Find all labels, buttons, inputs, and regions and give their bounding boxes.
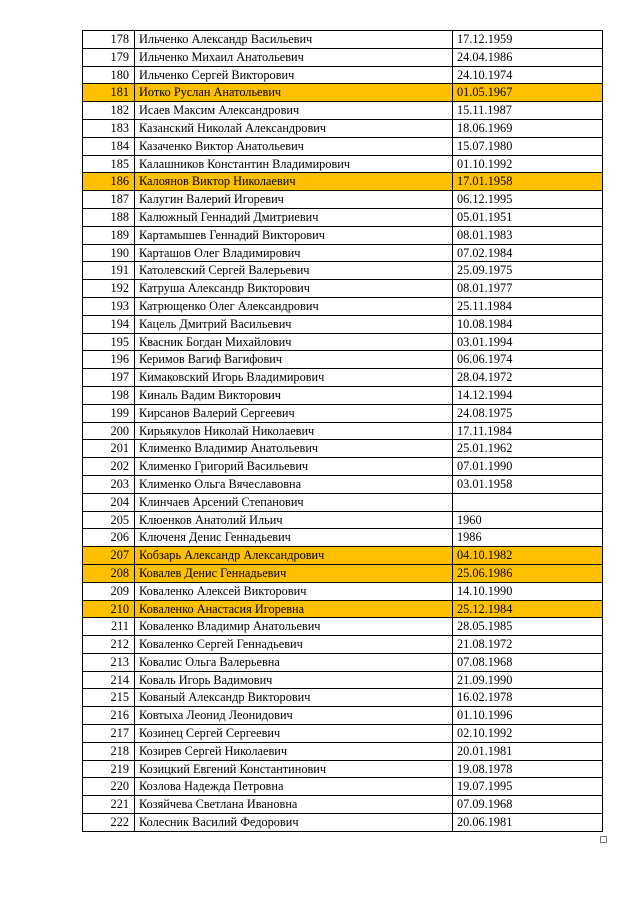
records-table xyxy=(82,30,603,832)
name-cell: Катрющенко Олег Александрович xyxy=(135,297,453,315)
date-cell: 04.10.1982 xyxy=(453,547,603,565)
table-row xyxy=(83,778,603,796)
table-row xyxy=(83,280,603,298)
name-cell: Клименко Ольга Вячеславовна xyxy=(135,475,453,493)
name-cell: Козирев Сергей Николаевич xyxy=(135,742,453,760)
table-row xyxy=(83,244,603,262)
name-cell: Клименко Владимир Анатольевич xyxy=(135,440,453,458)
name-cell: Кацель Дмитрий Васильевич xyxy=(135,315,453,333)
table-row xyxy=(83,564,603,582)
name-cell: Иотко Руслан Анатольевич xyxy=(135,84,453,102)
row-number-cell: 186 xyxy=(83,173,135,191)
name-cell: Козлова Надежда Петровна xyxy=(135,778,453,796)
date-cell: 24.10.1974 xyxy=(453,66,603,84)
row-number-cell: 195 xyxy=(83,333,135,351)
date-cell: 03.01.1958 xyxy=(453,475,603,493)
table-row xyxy=(83,653,603,671)
name-cell: Картамышев Геннадий Викторович xyxy=(135,226,453,244)
date-cell: 15.11.1987 xyxy=(453,102,603,120)
date-cell: 21.09.1990 xyxy=(453,671,603,689)
date-cell: 17.12.1959 xyxy=(453,31,603,49)
table-row xyxy=(83,707,603,725)
table-row xyxy=(83,262,603,280)
table-row xyxy=(83,547,603,565)
date-cell: 18.06.1969 xyxy=(453,119,603,137)
table-row xyxy=(83,493,603,511)
row-number-cell: 208 xyxy=(83,564,135,582)
table-row xyxy=(83,458,603,476)
date-cell: 08.01.1977 xyxy=(453,280,603,298)
date-cell: 28.04.1972 xyxy=(453,369,603,387)
date-cell: 03.01.1994 xyxy=(453,333,603,351)
name-cell: Колесник Василий Федорович xyxy=(135,814,453,832)
row-number-cell: 197 xyxy=(83,369,135,387)
name-cell: Коваленко Владимир Анатольевич xyxy=(135,618,453,636)
date-cell: 06.12.1995 xyxy=(453,191,603,209)
name-cell: Ключеня Денис Геннадьевич xyxy=(135,529,453,547)
table-row xyxy=(83,48,603,66)
name-cell: Ковтыха Леонид Леонидович xyxy=(135,707,453,725)
row-number-cell: 204 xyxy=(83,493,135,511)
name-cell: Калугин Валерий Игоревич xyxy=(135,191,453,209)
name-cell: Карташов Олег Владимирович xyxy=(135,244,453,262)
table-row xyxy=(83,511,603,529)
date-cell: 16.02.1978 xyxy=(453,689,603,707)
row-number-cell: 209 xyxy=(83,582,135,600)
name-cell: Казанский Николай Александрович xyxy=(135,119,453,137)
table-row xyxy=(83,742,603,760)
name-cell: Клинчаев Арсений Степанович xyxy=(135,493,453,511)
table-row xyxy=(83,226,603,244)
row-number-cell: 220 xyxy=(83,778,135,796)
table-row xyxy=(83,191,603,209)
table-row xyxy=(83,636,603,654)
row-number-cell: 201 xyxy=(83,440,135,458)
date-cell: 01.05.1967 xyxy=(453,84,603,102)
table-row xyxy=(83,600,603,618)
date-cell: 17.01.1958 xyxy=(453,173,603,191)
date-cell: 25.06.1986 xyxy=(453,564,603,582)
table-row xyxy=(83,725,603,743)
row-number-cell: 191 xyxy=(83,262,135,280)
row-number-cell: 206 xyxy=(83,529,135,547)
name-cell: Квасник Богдан Михайлович xyxy=(135,333,453,351)
table-row xyxy=(83,475,603,493)
name-cell: Калашников Константин Владимирович xyxy=(135,155,453,173)
name-cell: Исаев Максим Александрович xyxy=(135,102,453,120)
name-cell: Ильченко Михаил Анатольевич xyxy=(135,48,453,66)
table-row xyxy=(83,404,603,422)
table-row xyxy=(83,66,603,84)
name-cell: Коваленко Сергей Геннадьевич xyxy=(135,636,453,654)
name-cell: Керимов Вагиф Вагифович xyxy=(135,351,453,369)
row-number-cell: 196 xyxy=(83,351,135,369)
name-cell: Катруша Александр Викторович xyxy=(135,280,453,298)
date-cell: 17.11.1984 xyxy=(453,422,603,440)
row-number-cell: 193 xyxy=(83,297,135,315)
row-number-cell: 182 xyxy=(83,102,135,120)
name-cell: Калоянов Виктор Николаевич xyxy=(135,173,453,191)
row-number-cell: 190 xyxy=(83,244,135,262)
date-cell: 02.10.1992 xyxy=(453,725,603,743)
records-table-body xyxy=(83,31,603,832)
date-cell: 01.10.1992 xyxy=(453,155,603,173)
name-cell: Коваль Игорь Вадимович xyxy=(135,671,453,689)
row-number-cell: 198 xyxy=(83,386,135,404)
row-number-cell: 199 xyxy=(83,404,135,422)
date-cell: 07.09.1968 xyxy=(453,796,603,814)
name-cell: Ковалис Ольга Валерьевна xyxy=(135,653,453,671)
name-cell: Ильченко Александр Васильевич xyxy=(135,31,453,49)
date-cell: 14.12.1994 xyxy=(453,386,603,404)
name-cell: Козицкий Евгений Константинович xyxy=(135,760,453,778)
table-row xyxy=(83,31,603,49)
date-cell: 24.04.1986 xyxy=(453,48,603,66)
row-number-cell: 221 xyxy=(83,796,135,814)
date-cell: 19.07.1995 xyxy=(453,778,603,796)
row-number-cell: 189 xyxy=(83,226,135,244)
row-number-cell: 207 xyxy=(83,547,135,565)
date-cell: 24.08.1975 xyxy=(453,404,603,422)
table-row xyxy=(83,671,603,689)
date-cell: 20.06.1981 xyxy=(453,814,603,832)
date-cell xyxy=(453,493,603,511)
row-number-cell: 218 xyxy=(83,742,135,760)
table-row xyxy=(83,351,603,369)
date-cell: 25.01.1962 xyxy=(453,440,603,458)
date-cell: 25.11.1984 xyxy=(453,297,603,315)
date-cell: 21.08.1972 xyxy=(453,636,603,654)
row-number-cell: 219 xyxy=(83,760,135,778)
row-number-cell: 211 xyxy=(83,618,135,636)
row-number-cell: 202 xyxy=(83,458,135,476)
row-number-cell: 213 xyxy=(83,653,135,671)
name-cell: Козяйчева Светлана Ивановна xyxy=(135,796,453,814)
date-cell: 15.07.1980 xyxy=(453,137,603,155)
row-number-cell: 192 xyxy=(83,280,135,298)
date-cell: 01.10.1996 xyxy=(453,707,603,725)
date-cell: 06.06.1974 xyxy=(453,351,603,369)
name-cell: Киналь Вадим Викторович xyxy=(135,386,453,404)
table-row xyxy=(83,102,603,120)
name-cell: Ковалев Денис Геннадьевич xyxy=(135,564,453,582)
date-cell: 08.01.1983 xyxy=(453,226,603,244)
table-row xyxy=(83,440,603,458)
table-row xyxy=(83,315,603,333)
name-cell: Клименко Григорий Васильевич xyxy=(135,458,453,476)
table-row xyxy=(83,386,603,404)
row-number-cell: 185 xyxy=(83,155,135,173)
name-cell: Кованый Александр Викторович xyxy=(135,689,453,707)
table-row xyxy=(83,119,603,137)
table-row xyxy=(83,618,603,636)
row-number-cell: 181 xyxy=(83,84,135,102)
row-number-cell: 188 xyxy=(83,208,135,226)
table-row xyxy=(83,814,603,832)
name-cell: Кирсанов Валерий Сергеевич xyxy=(135,404,453,422)
date-cell: 25.12.1984 xyxy=(453,600,603,618)
table-row xyxy=(83,689,603,707)
row-number-cell: 194 xyxy=(83,315,135,333)
row-number-cell: 180 xyxy=(83,66,135,84)
row-number-cell: 178 xyxy=(83,31,135,49)
date-cell: 25.09.1975 xyxy=(453,262,603,280)
date-cell: 19.08.1978 xyxy=(453,760,603,778)
row-number-cell: 187 xyxy=(83,191,135,209)
name-cell: Коваленко Анастасия Игоревна xyxy=(135,600,453,618)
date-cell: 14.10.1990 xyxy=(453,582,603,600)
table-row xyxy=(83,137,603,155)
date-cell: 07.08.1968 xyxy=(453,653,603,671)
table-row xyxy=(83,208,603,226)
table-row xyxy=(83,333,603,351)
name-cell: Казаченко Виктор Анатольевич xyxy=(135,137,453,155)
row-number-cell: 179 xyxy=(83,48,135,66)
name-cell: Кимаковский Игорь Владимирович xyxy=(135,369,453,387)
name-cell: Коваленко Алексей Викторович xyxy=(135,582,453,600)
name-cell: Калюжный Геннадий Дмитриевич xyxy=(135,208,453,226)
row-number-cell: 183 xyxy=(83,119,135,137)
date-cell: 28.05.1985 xyxy=(453,618,603,636)
table-resize-handle[interactable] xyxy=(600,836,607,843)
row-number-cell: 217 xyxy=(83,725,135,743)
name-cell: Ильченко Сергей Викторович xyxy=(135,66,453,84)
table-row xyxy=(83,582,603,600)
table-row xyxy=(83,297,603,315)
table-row xyxy=(83,422,603,440)
date-cell: 1986 xyxy=(453,529,603,547)
row-number-cell: 203 xyxy=(83,475,135,493)
date-cell: 20.01.1981 xyxy=(453,742,603,760)
name-cell: Козинец Сергей Сергеевич xyxy=(135,725,453,743)
row-number-cell: 200 xyxy=(83,422,135,440)
table-row xyxy=(83,796,603,814)
row-number-cell: 205 xyxy=(83,511,135,529)
table-row xyxy=(83,760,603,778)
date-cell: 07.01.1990 xyxy=(453,458,603,476)
row-number-cell: 212 xyxy=(83,636,135,654)
table-row xyxy=(83,84,603,102)
date-cell: 05.01.1951 xyxy=(453,208,603,226)
date-cell: 10.08.1984 xyxy=(453,315,603,333)
name-cell: Клюенков Анатолий Ильич xyxy=(135,511,453,529)
table-row xyxy=(83,369,603,387)
row-number-cell: 222 xyxy=(83,814,135,832)
row-number-cell: 184 xyxy=(83,137,135,155)
row-number-cell: 214 xyxy=(83,671,135,689)
table-row xyxy=(83,173,603,191)
row-number-cell: 210 xyxy=(83,600,135,618)
table-row xyxy=(83,529,603,547)
name-cell: Кирьякулов Николай Николаевич xyxy=(135,422,453,440)
row-number-cell: 215 xyxy=(83,689,135,707)
row-number-cell: 216 xyxy=(83,707,135,725)
date-cell: 07.02.1984 xyxy=(453,244,603,262)
name-cell: Кобзарь Александр Александрович xyxy=(135,547,453,565)
table-row xyxy=(83,155,603,173)
name-cell: Католевский Сергей Валерьевич xyxy=(135,262,453,280)
date-cell: 1960 xyxy=(453,511,603,529)
